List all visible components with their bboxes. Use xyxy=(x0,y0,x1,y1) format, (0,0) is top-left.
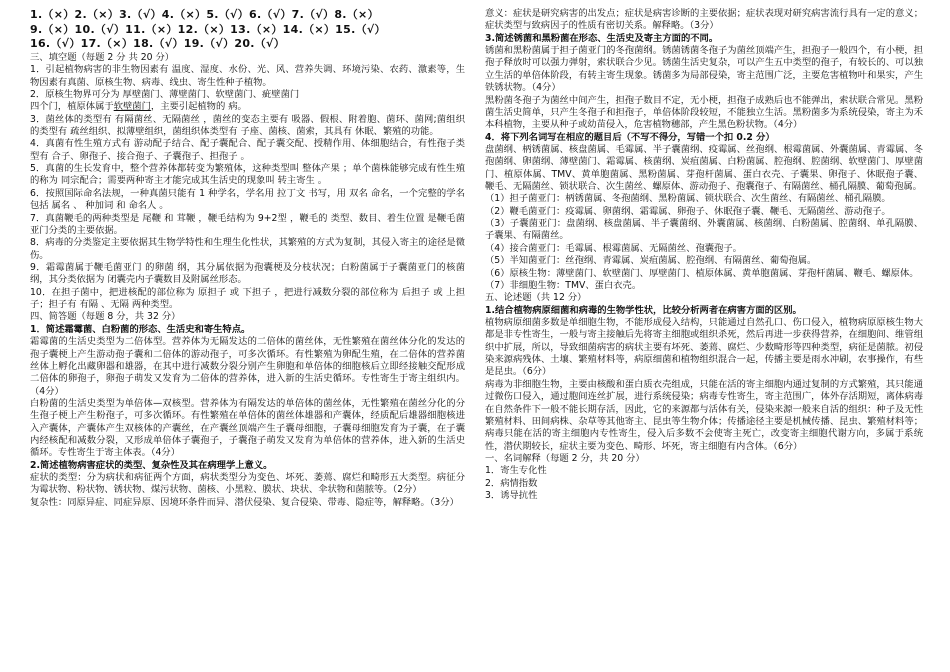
term-3: 3．诱导抗性 xyxy=(485,490,538,502)
classification-2: （2）鞭毛菌亚门：疫霉属、卵菌纲、霜霉属、卵孢子、休眠孢子囊、鞭毛、无隔菌丝、游动孢子。 xyxy=(485,205,891,217)
fill-blank-answer-2-cont xyxy=(30,101,465,113)
true-false-answers-row-2: 9.（×）10.（√）11.（×）12.（×）13.（×）14.（×）15.（√） xyxy=(30,22,386,36)
short-answer-heading: 四、简答题（每题 8 分，共 32 分） xyxy=(30,311,181,323)
classification-4: （4）接合菌亚门：毛霉属、根霉菌属、无隔菌丝、孢囊孢子。 xyxy=(485,242,742,254)
fill-blank-answer-2: 2．原核生物界可分为 厚壁菌门、薄壁菌门、软壁菌门、疵壁菌门 xyxy=(30,88,300,100)
left-column xyxy=(30,8,465,664)
essay-question-1: 1.结合植物病原细菌和病毒的生物学性状，比较分析两者在病害方面的区别。 xyxy=(485,304,802,316)
essay-answer-1b: 病毒为非细胞生物，主要由核酸和蛋白质衣壳组成，只能在活的寄主细胞内通过复制的方式繁殖，其只能通过微伤口侵入，通过胞间连丝扩展，进行系统侵染；病毒专性寄生，寄主范围广，体外存活期短，离体病毒在自然条件下一般不能长期存活，因此，它的来源都与活体有关，侵染来源一般来自活的组织：种子及无性繁殖材料、田间病株、杂草等其他寄主、昆虫等生物介体；传播途径主要是机械传播、昆虫、繁殖材料等；病毒只能在活的寄主细胞内专性寄生，侵入后多数不会使寄主死亡，改变寄主细胞代谢方向，多属于系统性，潜伏期较长，症状主要为变色、畸形、坏死，寄主细胞有内含体。（6分） xyxy=(485,378,923,452)
terms-list: 盘菌纲、柄锈菌属、核盘菌属、毛霉属、半子囊菌纲、疫霉属、丝孢纲、根霉菌属、外囊菌属、青霉属、冬孢菌纲、卵菌纲、薄壁菌门、霜霉属、核菌纲、炭疽菌属、白粉菌属、腔孢纲、腔菌纲、软壁菌门、厚壁菌门、植原体属、TMV、黄单胞菌属、黑粉菌属、芽孢杆菌属、蛋白衣壳、子囊果、卵孢子、休眠孢子囊、鞭毛、无隔菌丝、锁状联合、次生菌丝、螺原体、游动孢子、孢囊孢子、有隔菌丝、桶孔隔膜、葡萄孢属。 xyxy=(485,143,923,193)
fill-blank-answer-1: 1．引起植物病害的非生物因素有 温度、湿度、水份、光、风、营养失调、环境污染、农药、激素等，生物因素有真菌、原核生物、病毒、线虫、寄生性种子植物。 xyxy=(30,64,465,88)
classification-3: （3）子囊菌亚门：盘菌纲、核盘菌属、半子囊菌纲、外囊菌属、核菌纲、白粉菌属、腔菌纲、单孔隔膜、子囊果、有隔菌丝。 xyxy=(485,218,923,242)
essay-heading: 五、论述题（共 12 分） xyxy=(485,292,587,304)
fill-blank-answer-9: 9．霜霉菌属于鞭毛菌亚门 的卵菌 纲，其分属依据为孢囊梗及分枝状况；白粉菌属于子囊菌亚门的核菌 纲，其分类依据为 闭囊壳内子囊数目及附属丝形态。 xyxy=(30,261,465,286)
fill-blank-answer-5: 5．真菌的生长发育中，整个营养体都转变为繁殖体，这种类型叫 整体产果 ；单个菌株能够完成有性生殖的称为 同宗配合；需要两种寄主才能完成其生活史的现象叫 转主寄生 。 xyxy=(30,163,465,187)
essay-answer-1a: 植物病原细菌多数是单细胞生物，不能形成侵入结构，只能通过自然孔口、伤口侵入，植物病原原核生物大都是非专性寄生，一般与寄主接触后先将寄主细胞或组织杀死，然后再进一步获得营养，在细胞间、维管组织中扩展，所以，导致细菌病害的病状主要有坏死、萎蔫、腐烂、少数畸形等四种类型，病征是菌脓。初侵染来源病残体、土壤、繁殖材料等，病原细菌和植物组织混合一起，传播主要是雨水冲刷，农事操作，有些是昆虫。（6分） xyxy=(485,316,923,378)
short-answer-3b: 黑粉菌冬孢子为菌丝中间产生，担孢子数目不定，无小梗，担孢子成熟后也不能弹出，索状联合常见。黑粉菌生活史简单，只产生冬孢子和担孢子，单倍体阶段较短，不能独立生活。黑粉菌多为系统侵染，寄主为禾本科植物，主要从种子或幼苗侵入，危害植物穗部，产生黑色粉状物。（4分） xyxy=(485,94,923,131)
fill-blank-answer-8: 8．病毒的分类鉴定主要依据其生物学特性和生理生化性状，其繁殖的方式为复制，其侵入寄主的途径是微伤。 xyxy=(30,237,465,261)
classification-1: （1）担子菌亚门：柄锈菌属、冬孢菌纲、黑粉菌属、锁状联合、次生菌丝、有隔菌丝、桶孔隔膜。 xyxy=(485,193,891,205)
text: ，主要引起植物的 病。 xyxy=(150,101,247,113)
fill-blank-answer-7: 7．真菌鞭毛的两种类型是 尾鞭 和 茸鞭 ，鞭毛结构为 9+2型 ，鞭毛的 类型、数目、着生位置 是鞭毛菌亚门分类的主要依据。 xyxy=(30,212,465,236)
short-answer-2a: 症状的类型：分为病状和病征两个方面，病状类型分为变色、坏死、萎蔫、腐烂和畸形五大类型。病征分为霉状物、粉状物、锈状物、煤污状物、菌核、小黑粒、膜状、块状、伞状物和菌脓等。（2分） xyxy=(30,472,465,496)
fill-blank-answer-10: 10．在担子菌中，把进核配的部位称为 原担子 或 下担子 ，把进行减数分裂的部位称为 后担子 或 上担子；担子有 有隔 、无隔 两种类型。 xyxy=(30,286,465,311)
fill-blank-heading: 三、填空题（每题 2 分 共 20 分） xyxy=(30,51,175,63)
true-false-answers-row-3: 16.（√）17.（×）18.（√）19.（√）20.（√） xyxy=(30,37,285,51)
text: 四个门，植原体属于 xyxy=(30,101,114,113)
right-column xyxy=(485,8,923,664)
short-answer-2b: 复杂性：同原异症、同症异原、因境环条件而异、潜伏侵染、复合侵染、带毒、隐症等，解释略。（3分） xyxy=(30,496,459,508)
terms-heading: 一、名词解释（每题 2 分，共 20 分） xyxy=(485,452,645,464)
short-answer-1a: 霜霉菌的生活史类型为二倍体型。营养体为无隔发达的二倍体的菌丝体，无性繁殖在菌丝体分化的发达的孢子囊梗上产生游动孢子囊和二倍体的游动孢子，可多次循环。有性繁殖为卵配生殖，在二倍体的营养菌丝体上孵化出藏卵器和雄器，在其中进行减数分裂分别产生卵胞和单倍体的细胞核后立即经接触交配形成二倍体的卵孢子，卵孢子萌发又发育为二倍体的营养体，进入新的生活史循环。专性寄生于寄主组织内。（4分） xyxy=(30,336,465,397)
short-question-3: 3.简述锈菌和黑粉菌在形态、生活史及寄主方面的不同。 xyxy=(485,32,719,44)
short-question-1: 1．简述霜霉菌、白粉菌的形态、生活史和寄生特点。 xyxy=(30,323,251,335)
short-answer-3a: 锈菌和黑粉菌属于担子菌亚门的冬孢菌纲。锈菌锈菌冬孢子为菌丝顶端产生，担孢子一般四个，有小梗，担孢子释放时可以强力弹射，索状联合少见。锈菌生活史复杂，可以产生五中类型的孢子，有较长的、可以独立生活的单倍体阶段，有转主寄生现象。锈菌多为局部侵染，寄主范围广泛，主要危害植物叶和果实，产生铁锈状物。（4分） xyxy=(485,45,923,94)
true-false-answers-row-1: 1.（×）2.（×）3.（√）4.（×）5.（√）6.（√）7.（√）8.（×） xyxy=(30,8,379,21)
fill-blank-answer-4: 4．真菌有性生殖方式有 游动配子结合、配子囊配合、配子囊交配、授精作用、体细胞结合，有性孢子类型有 合子、卵孢子、接合孢子、子囊孢子、担孢子 。 xyxy=(30,138,465,162)
short-answer-1b: 白粉菌的生活史类型为单倍体—双核型。营养体为有隔发达的单倍体的菌丝体，无性繁殖在菌丝分化的分生孢子梗上产生粉孢子，可多次循环。有性繁殖在单倍体的菌丝体雄器和产囊体，经质配后雄器细胞核进入产囊体，产囊体产生双核体的产囊丝，在产囊丝顶端产生子囊母细胞，子囊母细胞发育为子囊，在子囊内经核配和减数分裂，又形成单倍体子囊孢子，子囊孢子萌发又发育为单倍体的营养体，进入新的生活史循环。专性寄生于寄主体表。（4分） xyxy=(30,397,465,459)
fill-blank-answer-6: 6．按照国际命名法规，一种真菌只能有 1 种学名，学名用 拉丁文 书写，用 双名 命名，一个完整的学名包括 属名 、 种加词 和 命名人 。 xyxy=(30,187,465,212)
fill-blank-answer-3: 3．菌丝体的类型有 有隔菌丝、无隔菌丝 ，菌丝的变态主要有 吸器、假根、附着胞、菌环、菌网;菌组织的类型有 疏丝组织、拟薄壁组织，菌组织体类型有 子座、菌核、菌索，其具有 休眠、繁殖的功能。 xyxy=(30,113,465,138)
short-question-4: 4．将下列名词写在相应的题目后（不写不得分，写错一个扣 0.2 分） xyxy=(485,131,775,143)
classification-7: （7）非细胞生物：TMV、蛋白衣壳。 xyxy=(485,279,642,291)
short-answer-2c: 意义：症状是研究病害的出发点；症状是病害诊断的主要依据；症状表现对研究病害流行具有一定的意义；症状类型与致病因子的性质有密切关系。解释略。（3分） xyxy=(485,8,923,32)
term-1: 1．寄生专化性 xyxy=(485,465,547,477)
classification-6: （6）原核生物：薄壁菌门、软壁菌门、厚壁菌门、植原体属、黄单胞菌属、芽孢杆菌属、鞭毛、螺原体。 xyxy=(485,267,919,279)
underlined-answer: 软壁菌门 xyxy=(113,101,151,113)
short-question-2: 2.简述植物病害症状的类型、复杂性及其在病理学上意义。 xyxy=(30,459,273,471)
term-2: 2．病情指数 xyxy=(485,477,538,489)
classification-5: （5）半知菌亚门：丝孢纲、青霉属、炭疽菌属、腔孢纲、有隔菌丝、葡萄孢属。 xyxy=(485,255,817,267)
